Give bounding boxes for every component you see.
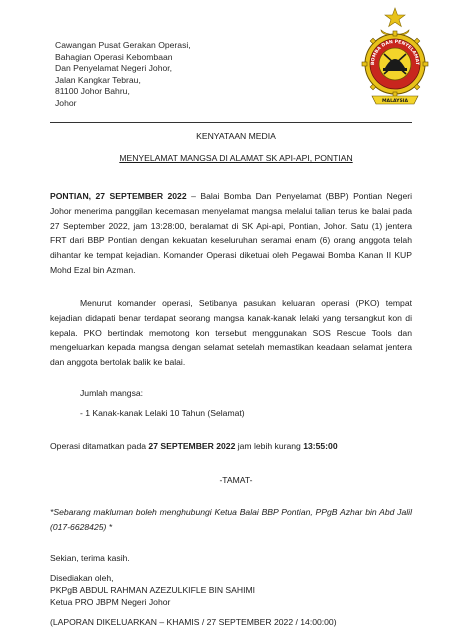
operation-end-prefix: Operasi ditamatkan pada: [50, 441, 149, 451]
operation-end-date: 27 SEPTEMBER 2022: [148, 441, 236, 451]
page-title: KENYATAAN MEDIA: [196, 131, 276, 141]
victims-label: Jumlah mangsa:: [80, 388, 144, 398]
address-line: Dan Penyelamat Negeri Johor,: [55, 63, 173, 74]
operation-end-line: [50, 441, 338, 451]
crest-banner-text: MALAYSIA: [381, 99, 409, 104]
release-line: (LAPORAN DIKELUARKAN – KHAMIS / 27 SEPTEMBER 2022 / 14:00:00): [50, 617, 337, 627]
crest-svg: [354, 6, 436, 110]
prepared-by-label: Disediakan oleh,: [50, 573, 114, 583]
sender-address: [55, 40, 191, 110]
subtitle-text: MENYELAMAT MANGSA DI ALAMAT SK API-API, PONTIAN: [119, 153, 353, 163]
address-line: 81100 Johor Bahru,: [55, 86, 130, 97]
paragraph-operation: Menurut komander operasi, Setibanya pasukan keluaran operasi (PKO) tempat kejadian didapati benar terdapat seorang mangsa kanak-kanak lelaki yang tersangkut kon di kepala. PKO bertindak memotong kon tersebut menggunakan SOS Rescue Tools dan mengeluarkan kepada mangsa dengan selamat setelah memastikan keadaan selamat jentera dan anggota bertolak balik ke balai.: [50, 298, 412, 368]
bomba-crest-logo: [354, 6, 436, 110]
operation-end-time: 13:55:00: [303, 441, 338, 451]
preparer-title: Ketua PRO JBPM Negeri Johor: [50, 597, 171, 607]
address-line: Johor: [55, 97, 77, 108]
crest-arc-text: BOMBA DAN PENYELAMAT: [370, 39, 420, 66]
end-marker: -TAMAT-: [219, 475, 253, 485]
crest-star: [385, 8, 405, 27]
paragraph-text: – Balai Bomba Dan Penyelamat (BBP) Pontian Negeri Johor menerima panggilan kecemasan menyelamat mangsa melalui talian terus ke balai pada 27 September 2022, jam 13:28:00, beralamat di SK Api-api, Pontian, Johor. Satu (1) jentera FRT dari BBP Pontian dengan kekuatan keseluruhan seramai enam (6) orang anggota telah dihantar ke tempat kejadian. Komander Operasi diketuai oleh Pegawai Bomba Kanan II KUP Mohd Ezal bin Azman.: [50, 191, 412, 275]
header-divider: [50, 122, 412, 123]
paragraph-incident: [50, 189, 412, 278]
operation-end-middle: jam lebih kurang: [235, 441, 304, 451]
closing-text: Sekian, terima kasih.: [50, 553, 130, 563]
victim-item: - 1 Kanak-kanak Lelaki 10 Tahun (Selamat): [80, 408, 245, 418]
address-line: Jalan Kangkar Tebrau,: [55, 74, 141, 85]
address-line: Cawangan Pusat Gerakan Operasi,: [55, 40, 191, 50]
preparer-name: PKPgB ABDUL RAHMAN AZEZULKIFLE BIN SAHIMI: [50, 585, 256, 595]
contact-note: *Sebarang makluman boleh menghubungi Ketua Balai BBP Pontian, PPgB Azhar bin Abd Jalil (017-6628425) *: [50, 507, 412, 532]
document-subtitle: [0, 153, 472, 163]
address-line: Bahagian Operasi Kebombaan: [55, 51, 173, 62]
dateline: PONTIAN, 27 SEPTEMBER 2022: [50, 191, 187, 201]
